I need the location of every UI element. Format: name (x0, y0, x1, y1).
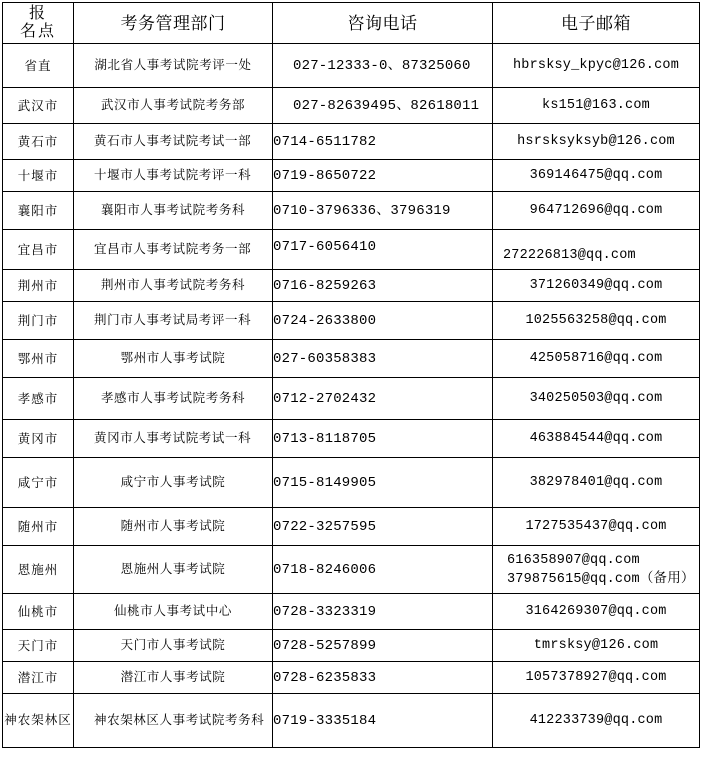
cell-department: 襄阳市人事考试院考务科 (74, 192, 273, 230)
column-header-email: 电子邮箱 (493, 3, 700, 44)
table-row (3, 302, 700, 340)
cell-registration-point: 荆门市 (3, 302, 74, 340)
table-row (3, 160, 700, 192)
cell-phone: 0714-6511782 (273, 124, 493, 160)
cell-department: 孝感市人事考试院考务科 (74, 378, 273, 420)
cell-email: 425058716@qq.com (493, 340, 700, 378)
cell-registration-point: 十堰市 (3, 160, 74, 192)
cell-registration-point: 孝感市 (3, 378, 74, 420)
cell-phone: 0728-5257899 (273, 630, 493, 662)
cell-email: 371260349@qq.com (493, 270, 700, 302)
cell-email: 3164269307@qq.com (493, 594, 700, 630)
cell-department: 十堰市人事考试院考评一科 (74, 160, 273, 192)
cell-registration-point: 宜昌市 (3, 230, 74, 270)
table-row (3, 270, 700, 302)
cell-phone: 0716-8259263 (273, 270, 493, 302)
table-row (3, 340, 700, 378)
table-row (3, 192, 700, 230)
cell-email: 412233739@qq.com (493, 694, 700, 748)
cell-phone: 0712-2702432 (273, 378, 493, 420)
cell-registration-point: 荆州市 (3, 270, 74, 302)
cell-registration-point: 咸宁市 (3, 458, 74, 508)
cell-department: 恩施州人事考试院 (74, 546, 273, 594)
cell-phone: 0717-6056410 (273, 230, 493, 270)
table-row (3, 662, 700, 694)
cell-email: 369146475@qq.com (493, 160, 700, 192)
cell-registration-point: 随州市 (3, 508, 74, 546)
cell-department: 黄石市人事考试院考试一部 (74, 124, 273, 160)
cell-department: 咸宁市人事考试院 (74, 458, 273, 508)
cell-email: 964712696@qq.com (493, 192, 700, 230)
table-row (3, 630, 700, 662)
cell-registration-point: 武汉市 (3, 88, 74, 124)
cell-department: 仙桃市人事考试中心 (74, 594, 273, 630)
table-row (3, 694, 700, 748)
column-header-department: 考务管理部门 (74, 3, 273, 44)
cell-department: 天门市人事考试院 (74, 630, 273, 662)
cell-email (493, 546, 700, 594)
cell-registration-point: 黄冈市 (3, 420, 74, 458)
cell-registration-point: 潜江市 (3, 662, 74, 694)
cell-email: ks151@163.com (493, 88, 700, 124)
cell-department: 鄂州市人事考试院 (74, 340, 273, 378)
cell-phone: 0713-8118705 (273, 420, 493, 458)
cell-department: 湖北省人事考试院考评一处 (74, 44, 273, 88)
table-row (3, 420, 700, 458)
table-header (3, 3, 700, 44)
cell-phone: 027-60358383 (273, 340, 493, 378)
cell-email: 340250503@qq.com (493, 378, 700, 420)
cell-email-line2: 379875615@qq.com（备用） (507, 571, 695, 587)
table-header-row (3, 3, 700, 44)
cell-phone: 0719-8650722 (273, 160, 493, 192)
cell-email: hbrsksy_kpyc@126.com (493, 44, 700, 88)
column-header-registration-point-line2: 名点 (19, 23, 56, 40)
cell-email: 1727535437@qq.com (493, 508, 700, 546)
cell-email: 272226813@qq.com (493, 230, 700, 270)
cell-phone: 027-82639495、82618011 (273, 88, 493, 124)
cell-email: 1057378927@qq.com (493, 662, 700, 694)
cell-phone: 0718-8246006 (273, 546, 493, 594)
cell-registration-point: 黄石市 (3, 124, 74, 160)
table-row (3, 378, 700, 420)
registration-contact-sheet (0, 2, 701, 757)
cell-department: 神农架林区人事考试院考务科 (74, 694, 273, 748)
cell-phone: 027-12333-0、87325060 (273, 44, 493, 88)
table-row (3, 594, 700, 630)
table-row (3, 124, 700, 160)
cell-email: hsrsksyksyb@126.com (493, 124, 700, 160)
cell-registration-point: 鄂州市 (3, 340, 74, 378)
cell-department: 潜江市人事考试院 (74, 662, 273, 694)
cell-registration-point: 神农架林区 (3, 694, 74, 748)
table-row (3, 88, 700, 124)
table-row (3, 458, 700, 508)
cell-phone: 0719-3335184 (273, 694, 493, 748)
cell-email: 1025563258@qq.com (493, 302, 700, 340)
cell-department: 武汉市人事考试院考务部 (74, 88, 273, 124)
cell-registration-point: 天门市 (3, 630, 74, 662)
cell-registration-point: 仙桃市 (3, 594, 74, 630)
table-body (3, 44, 700, 748)
cell-phone: 0728-3323319 (273, 594, 493, 630)
column-header-registration-point (3, 3, 74, 44)
column-header-phone: 咨询电话 (273, 3, 493, 44)
cell-registration-point: 省直 (3, 44, 74, 88)
table-row (3, 508, 700, 546)
cell-phone: 0728-6235833 (273, 662, 493, 694)
cell-department: 宜昌市人事考试院考务一部 (74, 230, 273, 270)
registration-contact-table (2, 2, 700, 748)
cell-department: 黄冈市人事考试院考试一科 (74, 420, 273, 458)
cell-email: 382978401@qq.com (493, 458, 700, 508)
cell-department: 荆门市人事考试局考评一科 (74, 302, 273, 340)
cell-registration-point: 襄阳市 (3, 192, 74, 230)
table-row (3, 546, 700, 594)
cell-email: 463884544@qq.com (493, 420, 700, 458)
cell-phone: 0724-2633800 (273, 302, 493, 340)
column-header-registration-point-line1: 报 (28, 5, 47, 22)
cell-email-line1: 616358907@qq.com (507, 552, 640, 568)
table-row (3, 230, 700, 270)
cell-registration-point: 恩施州 (3, 546, 74, 594)
cell-phone: 0710-3796336、3796319 (273, 192, 493, 230)
cell-phone: 0722-3257595 (273, 508, 493, 546)
cell-phone: 0715-8149905 (273, 458, 493, 508)
cell-department: 荆州市人事考试院考务科 (74, 270, 273, 302)
table-row (3, 44, 700, 88)
cell-department: 随州市人事考试院 (74, 508, 273, 546)
cell-email: tmrsksy@126.com (493, 630, 700, 662)
